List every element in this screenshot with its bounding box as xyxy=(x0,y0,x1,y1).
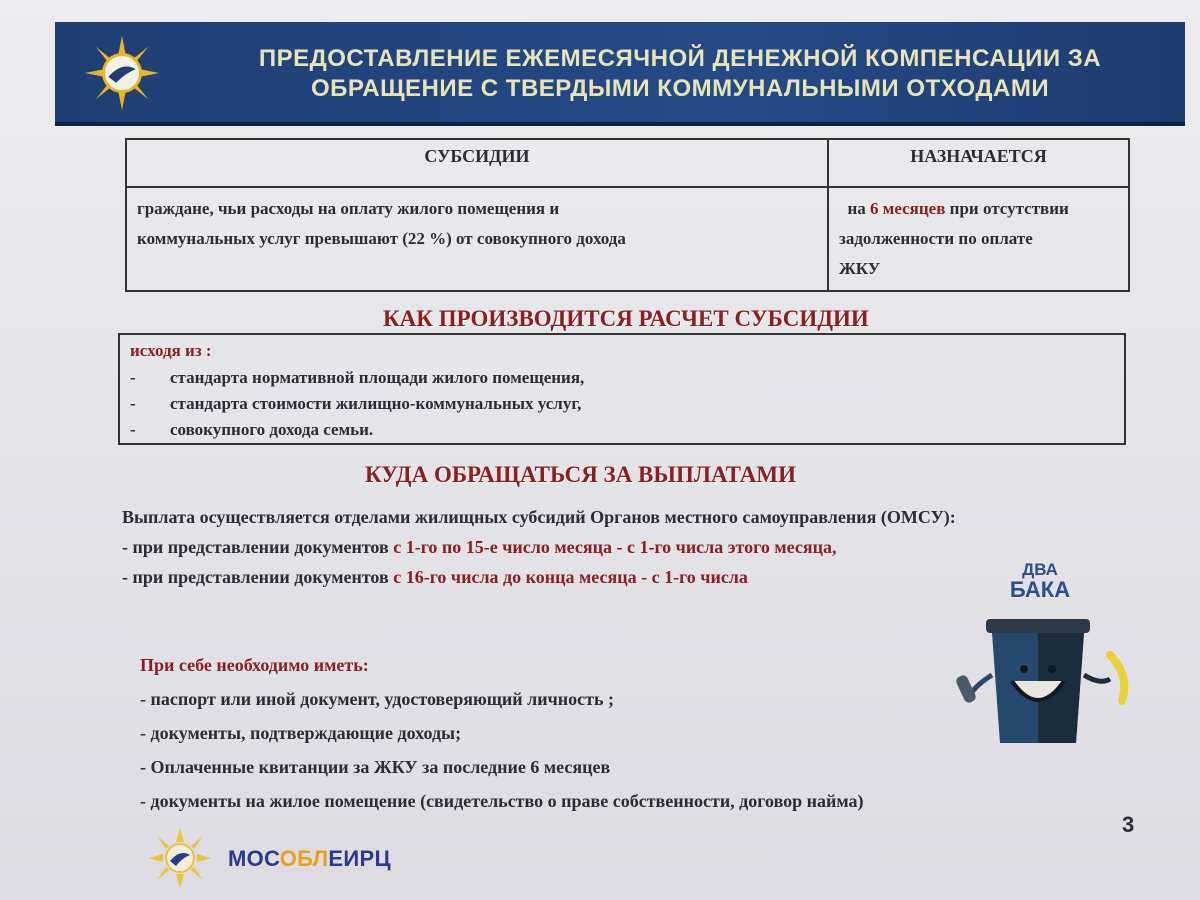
documents-lead: При себе необходимо иметь: xyxy=(140,655,369,675)
assigned-line1 xyxy=(839,194,1118,224)
assigned-line2: задолженности по оплате xyxy=(839,229,1033,248)
header-banner xyxy=(55,22,1185,126)
table-row xyxy=(126,187,1129,291)
column-header-assigned: НАЗНАЧАЕТСЯ xyxy=(828,139,1129,187)
brand-name xyxy=(228,846,391,872)
calc-heading: КАК ПРОИЗВОДИТСЯ РАСЧЕТ СУБСИДИИ xyxy=(383,306,869,331)
page-title-line2: ОБРАЩЕНИЕ С ТВЕРДЫМИ КОММУНАЛЬНЫМИ ОТХОДАМИ xyxy=(310,75,1050,102)
condition-line2: коммунальных услуг превышают (22 %) от совокупного дохода xyxy=(137,229,626,248)
subsidy-table xyxy=(125,138,1130,292)
list-item: - документы на жилое помещение (свидетельство о праве собственности, договор найма) xyxy=(140,791,864,811)
mascot-name-bottom: БАКА xyxy=(1009,577,1071,602)
list-item xyxy=(130,365,1114,391)
payments-line1-pre: - при представлении документов xyxy=(122,537,394,557)
payments-line2-accent: с 16-го числа до конца месяца - с 1-го числа xyxy=(393,567,748,587)
payments-line1-accent: с 1-го по 15-е число месяца - с 1-го числа этого месяца, xyxy=(393,537,837,557)
bullet-dash: - xyxy=(130,368,136,387)
bullet-dash: - xyxy=(130,394,136,413)
assigned-line3: ЖКУ xyxy=(839,259,881,278)
page-number: 3 xyxy=(1122,812,1135,837)
bullet-dash: - xyxy=(130,420,136,439)
assigned-period-cell xyxy=(828,187,1129,291)
list-item: - Оплаченные квитанции за ЖКУ за последние 6 месяцев xyxy=(140,757,611,777)
list-item xyxy=(130,391,1114,417)
list-item: - паспорт или иной документ, удостоверяющий личность ; xyxy=(140,689,614,709)
calc-item: стандарта стоимости жилищно-коммунальных услуг, xyxy=(170,394,582,413)
page-title xyxy=(195,44,1165,104)
list-item: - документы, подтверждающие доходы; xyxy=(140,723,462,743)
assigned-pre: на xyxy=(847,199,871,218)
payments-line1 xyxy=(122,532,1162,562)
brand-end: ЕИРЦ xyxy=(328,846,391,871)
mascot-name xyxy=(995,560,1085,600)
payments-intro: Выплата осуществляется отделами жилищных субсидий Органов местного самоуправления (ОМСУ): xyxy=(122,507,956,527)
calc-box xyxy=(118,333,1126,445)
payments-line2-pre: - при представлении документов xyxy=(122,567,394,587)
subsidy-condition-cell xyxy=(126,187,828,291)
brand-mid: ОБЛ xyxy=(279,846,329,871)
mosobleirc-logo-icon xyxy=(145,828,215,888)
page-title-line1: ПРЕДОСТАВЛЕНИЕ ЕЖЕМЕСЯЧНОЙ ДЕНЕЖНОЙ КОМПЕНСАЦИИ ЗА xyxy=(258,45,1102,72)
payments-heading: КУДА ОБРАЩАТЬСЯ ЗА ВЫПЛАТАМИ xyxy=(365,462,797,487)
zhkh-logo-icon xyxy=(83,34,161,112)
brand-start: МОС xyxy=(228,846,280,871)
assigned-period-accent: 6 месяцев xyxy=(870,199,946,218)
assigned-post: при отсутствии xyxy=(945,199,1069,218)
calc-lead: исходя из : xyxy=(130,341,212,360)
condition-line1: граждане, чьи расходы на оплату жилого помещения и xyxy=(137,199,560,218)
documents-block xyxy=(140,648,1080,818)
mascot-name-top: ДВА xyxy=(1022,560,1058,579)
column-header-subsidies: СУБСИДИИ xyxy=(126,139,828,187)
table-header-row xyxy=(126,139,1129,187)
list-item xyxy=(130,417,1114,443)
calc-item: стандарта нормативной площади жилого помещения, xyxy=(170,368,585,387)
calc-item: совокупного дохода семьи. xyxy=(170,420,374,439)
trash-bin-mascot-icon xyxy=(950,615,1150,750)
